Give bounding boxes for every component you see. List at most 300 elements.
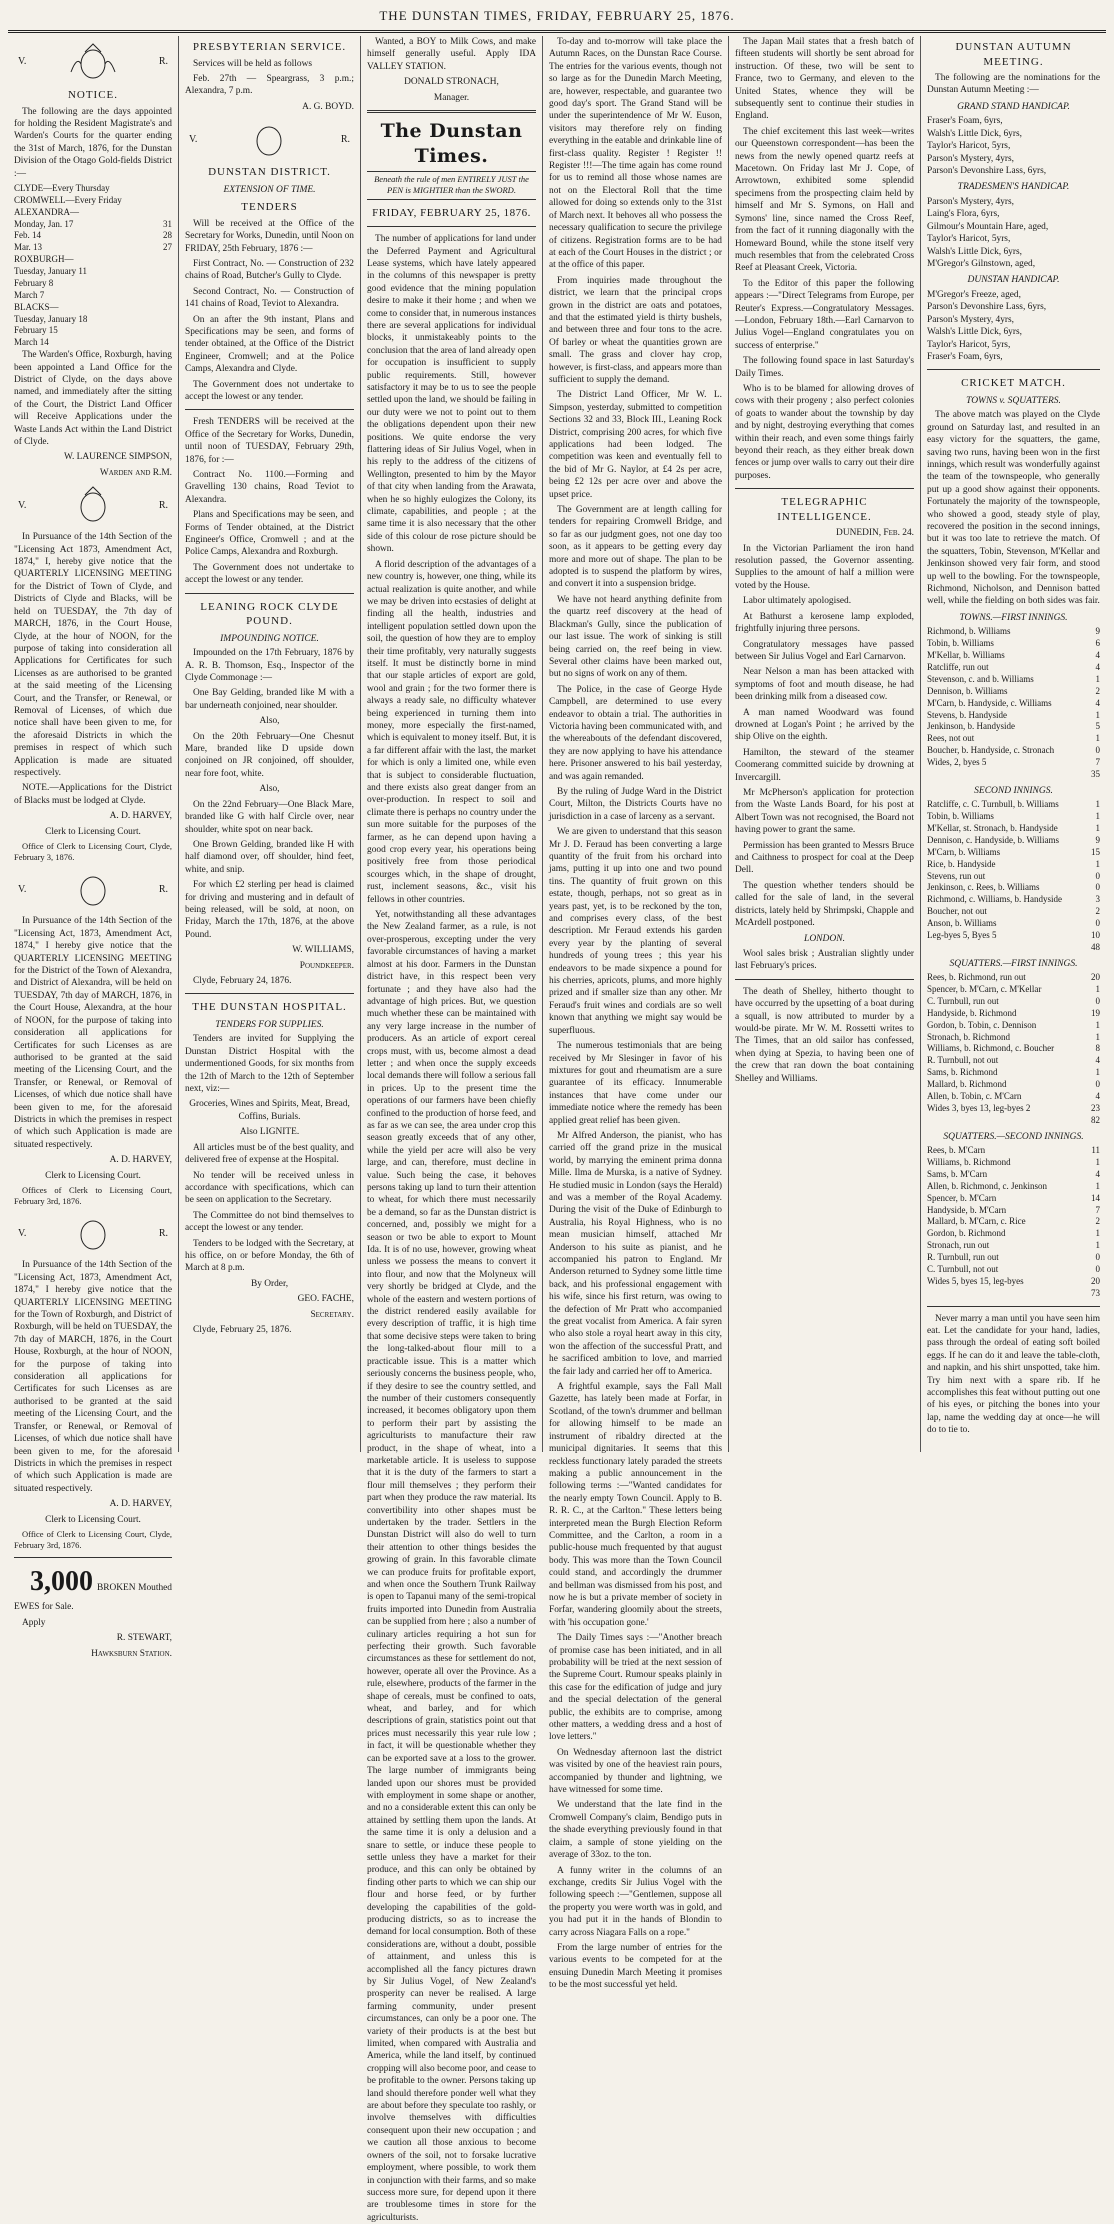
editorial-paragraph: A florid description of the advantages of a new country is, however, one thing, while its actual realization is quite another, and while we may be driven into ecstasies of delight at finding all the health, industries and intelligent population settled down upon the soil, the question of how they are to employ their time profitably, very naturally suggests itself. It must be distinctly borne in mind that our staple articles of export are gold, wool and grain ; for the two former there is always a ready sale, no difficulty whatever being experienced in turning them into money, more especially the first-named, which is equivalent to money itself. But, it is a far different affair with the last, the market for which is only a limited one, while even that is subject to considerable fluctuation, and there exists also great danger from an over-production. In respect to soil and climate there is perhaps no country under the sun more suitable for the purposes of the farmer, as he can depend upon having a good crop every year, his operations being positively free from those periodical scourges which, in the shape of drought, rust, inclement seasons, &c., visit his fellows in other countries. <box>367 559 536 905</box>
poundkeeper-signature: W. WILLIAMS, <box>292 945 354 956</box>
score-row <box>927 1032 1100 1044</box>
poundkeeper-title: Poundkeeper. <box>299 960 354 971</box>
london-text: Wool sales brisk ; Australian slightly under last February's prices. <box>735 948 914 972</box>
ewes-apply: Apply <box>22 1617 46 1628</box>
runs: 20 <box>1091 1275 1100 1286</box>
batsman: Rees, not out <box>927 733 975 744</box>
total-label <box>927 942 1089 954</box>
hospital-samples: All articles must be of the best quality, and delivered free of expense at the Hospital. <box>185 1142 354 1166</box>
score-total: 82 <box>1091 1114 1100 1125</box>
news-paragraph: From inquiries made throughout the district, we learn that the principal crops grown in the district are oats and potatoes, and that the estimated yield is thirty bushels, and between three and four tons to the acre. Of barley or wheat the quantities grown are small. The grass and clover hay crop, however, is first-class, and appears more than sufficient to supply the demand. <box>549 275 722 385</box>
batsman: Spencer, b. M'Carn <box>927 1192 997 1203</box>
race-entry: Parson's Devonshire Lass, 6yrs, <box>927 302 1047 313</box>
runs: 2 <box>1095 906 1100 917</box>
score-row <box>927 1276 1100 1288</box>
london-heading: LONDON. <box>804 934 845 945</box>
race-title: DUNSTAN AUTUMN MEETING. <box>955 41 1072 68</box>
score-row <box>927 1079 1100 1091</box>
race-entry: Fraser's Foam, 6yrs, <box>927 116 1003 127</box>
notice-body: The following are the days appointed for holding the Resident Magistrate's and Warden's Courts for the quarter ending the 31st of March, 1876, for the Dunstan Division of the Otago Gold-fields District :— <box>14 106 172 179</box>
court-place: March 7 <box>14 289 45 300</box>
masthead: THE DUNSTAN TIMES, FRIDAY, FEBRUARY 25, 1876. <box>8 4 1106 33</box>
clerk-office: Office of Clerk to Licensing Court, Clyde, February 3, 1876. <box>14 841 172 863</box>
batsman: Stronach, b. Richmond <box>927 1031 1010 1042</box>
runs: 9 <box>1095 626 1100 637</box>
court-place: February 15 <box>14 325 58 336</box>
batsman: Stevens, b. Handyside <box>927 709 1007 720</box>
editorial-paragraph: The number of applications for land under the Deferred Payment and Agricultural Lease systems, which have lately appeared in the columns of this newspaper is pretty good evidence that the mining population desire to make it their home ; and when we come to consider that, in numerous instances there are several applications for individual blocks, it unmistakeably points to the conclusion that the area of land already open for occupation is insufficient to supply public requirements. Still, however satisfactory it may be to us to see the people settled upon the land, we should be failing in our duty were we not to point out to them the obligations dependent upon their new positions. We quite endorse the very flattering ideas of Sir Julius Vogel, when in his reply to the address of the citizens of Wellington, presented to him by the Mayor of that city when landing from the Arawata, when he so highly eulogizes the Colony, its climate, capabilities, and people ; at the same time it is also necessary that the other side of this colour de rose picture should be shown. <box>367 234 536 555</box>
newspaper-title: The Dunstan Times. <box>380 120 523 168</box>
runs: 1 <box>1095 1031 1100 1042</box>
court-row <box>14 325 172 337</box>
news-paragraph: To-day and to-morrow will take place the Autumn Races, on the Dunstan Race Course. The entries for the various events, though not so large as for the Dunedin March Meeting, are, however, respectable, and guarantee two good day's sport. The Grand Stand will be under the superintendence of Mr W. Euson, visitors may therefore rely on finding everything in the eatable and drinkable line of first-class quality. Register ! Register !! Register !!!—The time again has come round for us to remind all those whose names are not on the Electoral Roll that the time allowed for doing so extends only to the 31st of March next. It behoves all who possess the necessary qualification to secure the privilege of citizens. Registration forms are to be had at each of the Court Houses in the district ; or at the office of this paper. <box>549 37 722 271</box>
hospital-secretary: Secretary. <box>310 1309 354 1320</box>
presbyterian-body: Services will be held as follows <box>193 58 312 69</box>
batsman: Anson, b. Williams <box>927 918 997 929</box>
court-dates <box>160 314 172 326</box>
crest-right-letter: R. <box>340 133 350 145</box>
royal-crest <box>18 42 168 82</box>
warden-signature: W. LAURENCE SIMPSON, <box>64 452 172 463</box>
runs: 4 <box>1095 1055 1100 1066</box>
ewes-signature: R. STEWART, <box>116 1633 172 1644</box>
batsman: M'Carn, b. Williams <box>927 846 1001 857</box>
race-entry: Walsh's Little Dick, 6yrs, <box>927 246 1022 257</box>
newspaper-motto: Beneath the rule of men ENTIRELY JUST the PEN is MIGHTIER than the SWORD. <box>367 171 536 199</box>
crest-right-letter: R. <box>158 56 168 68</box>
court-dates <box>160 207 172 219</box>
score-row <box>927 1103 1100 1115</box>
score-row <box>927 674 1100 686</box>
score-row <box>927 638 1100 650</box>
runs: 19 <box>1091 1007 1100 1018</box>
court-row <box>14 337 172 349</box>
batsman: Gordon, b. Tobin, c. Dennison <box>927 1019 1037 1030</box>
score-row <box>927 882 1100 894</box>
score-row <box>927 847 1100 859</box>
race-entry: Walsh's Little Dick, 6yrs, <box>927 128 1022 139</box>
total-label <box>927 1115 1089 1127</box>
court-row <box>14 302 172 314</box>
telegram-item: Hamilton, the steward of the steamer Coomerang committed suicide by drowning at Invercargill. <box>735 747 914 783</box>
news-paragraph: The Daily Times says :—"Another breach of promise case has been initiated, and in all probability will be tried at the next session of the Supreme Court. Rumour speaks plainly in this case for the edification of judge and jury and the special delectation of the general public, the exhibits are to comprise, among other matters, a wedding dress and a host of love letters." <box>549 1633 722 1743</box>
impound-item-4: One Brown Gelding, branded like H with half diamond over, off shoulder, hind feet, white, and snip. <box>185 839 354 875</box>
batsman: M'Carn, b. Handyside, c. Williams <box>927 697 1052 708</box>
closing-paragraph: Never marry a man until you have seen him eat. Let the candidate for your hand, ladies, pass through the ordeal of eating soft boiled eggs. If he can do it and leave the table-cloth, and napkin, and his shirt unspotted, take him. Try him next with a spare rib. If he accomplishes this feat without putting out one of his eyes, or pitching the bones into your lap, name the wedding day at once—he will do to tie to. <box>927 1313 1100 1436</box>
impound-date: Clyde, February 24, 1876. <box>193 975 292 986</box>
squatters-second-title: SQUATTERS.—SECOND INNINGS. <box>943 1131 1084 1142</box>
impound-item-5: For which £2 sterling per head is claimed for driving and mustering and in default of being released, will be sold, at noon, on Friday, March the 17th, 1876, at the above Pound. <box>185 880 354 940</box>
cricket-body: The above match was played on the Clyde ground on Saturday last, and resulted in an easy victory for the squatters, the game, saving two runs, having been won in the first innings, which result was wonderfully against the team of the townspeople, who generally put up a good show against their opponents. Fortunately the majority of the townspeople, who showed a good, steady style of play, recovered the position in the second innings, but it was too late to retrieve the match. Of the squatters, Tobin, Stevenson, M'Kellar and Jenkinson showed very fair form, and stood up well to the bowling. For the townspeople, Richmond, Nicholson, and Dennison batted well, while the fielding on both sides was fair. <box>927 410 1100 607</box>
warden-note: The Warden's Office, Roxburgh, having been appointed a Land Office for the District of Clyde, on the days above named, and immediately after the sitting of the Court, the District Land Officer will Receive Applications under the Waste Lands Act within the Land District of Clyde. <box>14 350 172 448</box>
column-4 <box>542 36 728 1991</box>
batsman: Stevens, run out <box>927 870 986 881</box>
score-total: 73 <box>1091 1287 1100 1298</box>
score-row <box>927 823 1100 835</box>
score-row <box>927 698 1100 710</box>
court-schedule <box>14 183 172 349</box>
score-row <box>927 1008 1100 1020</box>
hospital-goods: Groceries, Wines and Spirits, Meat, Bread, Coffins, Burials. <box>189 1099 350 1122</box>
race-entry: Fraser's Foam, 6yrs, <box>927 351 1003 362</box>
score-total-row <box>927 1115 1100 1127</box>
contract-3: Contract No. 1100.—Forming and Gravelling 130 chains, Road Teviot to Alexandra. <box>185 470 354 505</box>
runs: 0 <box>1095 918 1100 929</box>
telegraphic-items <box>735 543 914 930</box>
runs: 10 <box>1091 929 1100 940</box>
court-row <box>14 278 172 290</box>
court-place: ROXBURGH— <box>14 254 74 265</box>
crest-left-letter: V. <box>18 883 27 895</box>
score-row <box>927 894 1100 906</box>
news-paragraph: By the ruling of Judge Ward in the District Court, Milton, the Districts Courts have no jurisdiction in a case of larceny as a servant. <box>549 786 722 822</box>
contract-1: First Contract, No. — Construction of 232 chains of Road, Butcher's Gully to Clyde. <box>185 258 354 282</box>
batsman: Dennison, b. Williams <box>927 685 1008 696</box>
score-row <box>927 1216 1100 1228</box>
race-group-title: GRAND STAND HANDICAP. <box>957 101 1070 112</box>
court-row <box>14 314 172 326</box>
impound-item-2: On the 20th February—One Chesnut Mare, branded like D upside down conjoined on JR conjoined, off shoulder, near fore foot, white. <box>185 731 354 779</box>
runs: 4 <box>1095 1168 1100 1179</box>
court-place: ALEXANDRA— <box>14 206 79 217</box>
batsman: Jenkinson, c. Rees, b. Williams <box>927 882 1040 893</box>
clerk-title: Clerk to Licensing Court. <box>45 1170 141 1181</box>
court-dates <box>160 278 172 290</box>
score-row <box>927 650 1100 662</box>
squatters-first-title: SQUATTERS.—FIRST INNINGS. <box>949 958 1078 969</box>
runs: 1 <box>1095 811 1100 822</box>
squatters-second-innings <box>927 1145 1100 1299</box>
score-total-row <box>927 942 1100 954</box>
court-dates <box>160 337 172 349</box>
news-paragraph: A frightful example, says the Fall Mall Gazette, has lately been made at Forfar, in Scotland, of the town's drummer and bellman for allowing himself to be made an instrument of ribaldry directed at the municipal dignitaries. It seems that this reckless functionary lately paraded the streets making a public announcement in the following terms :—"Wanted candidates for the nearly empty Town Council. Apply to B. R. R. C., at the Carlton." These letters being interpreted mean the Burgh Election Reform Committee, and the Carlton, a room in a public-house much frequented by that august body. This was more than the Town Council could stand, and accordingly the drummer and bellman was dismissed from his post, and now he is but a private member of society in Forfar, wandering gloomily about the streets, with 'his occupation gone.' <box>549 1382 722 1628</box>
race-entry: Parson's Mystery, 4yrs, <box>927 196 1015 207</box>
batsman: Ratcliffe, c. C. Turnbull, b. Williams <box>927 799 1059 810</box>
royal-arms-icon <box>63 1213 123 1253</box>
runs: 11 <box>1091 1145 1100 1156</box>
news-items <box>735 36 914 482</box>
court-dates: 28 <box>163 230 172 241</box>
court-dates <box>160 302 172 314</box>
score-total: 35 <box>1091 768 1100 779</box>
batsman: R. Turnbull, run out <box>927 1252 999 1263</box>
runs: 5 <box>1095 721 1100 732</box>
runs: 1 <box>1095 823 1100 834</box>
score-row <box>927 721 1100 733</box>
runs: 15 <box>1091 846 1100 857</box>
batsman: Wides 5, byes 15, leg-byes <box>927 1275 1024 1286</box>
runs: 0 <box>1095 745 1100 756</box>
licensing-note: NOTE.—Applications for the District of Blacks must be lodged at Clyde. <box>14 783 172 806</box>
crest-left-letter: V. <box>189 133 198 145</box>
score-row <box>927 918 1100 930</box>
presbyterian-signature: A. G. BOYD. <box>302 101 354 112</box>
batsman: Rees, b. Richmond, run out <box>927 972 1026 983</box>
score-row <box>927 984 1100 996</box>
royal-crest-5 <box>189 119 350 159</box>
runs: 7 <box>1095 757 1100 768</box>
news-paragraph: The chief excitement this last week—writes our Queenstown correspondent—has been the news from the newly opened quartz reefs at Macetown. On Friday last Mr J. Cope, of Arrowtown, exhibited some splendid specimens from the prospecting claim held by himself and Mr S. Symons, on Hall and Symons' line, since named the Cross Reef, from the fact of it running diagonally with the Homeward Bound, while the stone itself very much resembles that from the celebrated Cross Reef at Pleasant Creek, Victoria. <box>735 126 914 274</box>
runs: 1 <box>1095 1157 1100 1168</box>
hospital-no: No tender will be received unless in accordance with specifications, which can be seen on application to the Secretary. <box>185 1170 354 1206</box>
batsman: C. Turnbull, run out <box>927 995 999 1006</box>
impound-body: Impounded on the 17th February, 1876 by A. R. B. Thomson, Esq., Inspector of the Clyde Commonage :— <box>185 648 354 684</box>
batsman: M'Kellar, b. Williams <box>927 650 1005 661</box>
ewes-text: BROKEN Mouthed EWES for Sale. <box>14 1583 172 1613</box>
also-2: Also, <box>259 784 280 795</box>
runs: 4 <box>1095 697 1100 708</box>
court-row <box>14 207 172 219</box>
govt-note-2: The Government does not undertake to accept the lowest or any tender. <box>185 562 354 586</box>
race-group-title: DUNSTAN HANDICAP. <box>967 275 1060 286</box>
news-paragraph: Mr Alfred Anderson, the pianist, who has carried off the grand prize in the musical world, by marrying the eminent prima donna Mille. Ilma de Murska, is a native of Sydney. He studied music in London (says the Herald) and was a member of the Royal Academy. During the visit of the Duke of Edinburgh to Australia, his Royal Highness, who is no mean musician himself, attached Mr Anderson to his suite as pianist, and he accompanied his patron to England. Mr Anderson returned to Sydney some little time back, and his professional engagement with his wife, since his first return, was owing to the defection of Mr Pratt who accompanied the great vocalist from America. A fair syren who also stole a royal heart away in this city, won the affection of the successful Pratt, and he sacrificed ambition to love, and married the fair lady and carried her off to America. <box>549 1130 722 1377</box>
court-place: CROMWELL—Every Friday <box>14 194 122 205</box>
fresh-tenders: Fresh TENDERS will be received at the Office of the Secretary for Works, Dunedin, until noon of TUESDAY, February 29th, 1876, for :— <box>185 417 354 465</box>
hospital-order: By Order, <box>250 1278 289 1289</box>
race-entry: M'Gregor's Freeze, aged, <box>927 289 1021 300</box>
ewes-place: Hawksburn Station. <box>91 1648 172 1659</box>
hospital-title: THE DUNSTAN HOSPITAL. <box>192 1001 347 1014</box>
runs: 1 <box>1095 733 1100 744</box>
telegram-item: At Bathurst a kerosene lamp exploded, frightfully injuring three persons. <box>735 611 914 635</box>
court-dates <box>160 266 172 278</box>
news-paragraph: The Japan Mail states that a fresh batch of fifteen students will shortly be sent abroad for instruction. Of these, two will be sent to France, two to Germany, and eleven to the United States, whence they will be subsequently sent to continue their studies in England. <box>735 37 914 122</box>
towns-first-innings <box>927 626 1100 780</box>
runs: 4 <box>1095 662 1100 673</box>
wanted-signature: DONALD STRONACH, <box>404 77 499 88</box>
batsman: Leg-byes 5, Byes 5 <box>927 929 997 940</box>
harvey-signature: A. D. HARVEY, <box>109 811 172 822</box>
runs: 3 <box>1095 894 1100 905</box>
batsman: Jenkinson, b. Handyside <box>927 721 1015 732</box>
score-total: 48 <box>1091 941 1100 952</box>
clerk-office: Offices of Clerk to Licensing Court, February 3rd, 1876. <box>14 1184 172 1207</box>
runs: 20 <box>1091 972 1100 983</box>
score-row <box>927 1193 1100 1205</box>
score-row <box>927 906 1100 918</box>
towns-first-title: TOWNS.—FIRST INNINGS. <box>959 612 1068 623</box>
total-label <box>927 1288 1088 1300</box>
race-nominations <box>927 101 1100 364</box>
batsman: Wides, 2, byes 5 <box>927 757 987 768</box>
towns-second-title: SECOND INNINGS. <box>974 785 1053 796</box>
batsman: Williams, b. Richmond <box>927 1157 1011 1168</box>
batsman: Stevenson, c. and b. Williams <box>927 673 1034 684</box>
hospital-also: Also LIGNITE. <box>239 1127 300 1138</box>
court-dates <box>160 254 172 266</box>
crest-left-letter: V. <box>18 56 27 68</box>
batsman: Mallard, b. Richmond <box>927 1079 1007 1090</box>
wanted-title: Manager. <box>433 92 470 103</box>
runs: 8 <box>1095 1043 1100 1054</box>
editorial-paragraph: Yet, notwithstanding all these advantages the New Zealand farmer, as a rule, is not over-prosperous, excepting under the very favorable circumstances of having a market almost at his door. Farmers in the Dunstan district have, in this respect been very fortunate ; and they have also had the advantage of high prices. But, we question much whether these can be maintained with any very large increase in the number of producers. As an article of export cereal crops must, with us, become almost a dead letter ; and when once the supply exceeds local demands there will follow a serious fall in prices. Up to the present time the operations of our farmers have been chiefly confined to the production of horse feed, and as far as we can see, the area under crop this season greatly exceeds that of any other, while the yield per acre will also be very large, and can, therefore, must decline in value. Such being the case, it behoves persons taking up land to turn their attention to wheat, for which there must necessarily be a demand, so far as the Dunstan district is concerned, and, possibly we might for a season or two be able to export to Mount Ida. It is of no use, however, growing wheat unless we possess the means to convert it into flour, and now that the Molyneux will very shortly be bridged at Clyde, and the whole of the eastern and western portions of the district rendered easily available for every description of traffic, it is high time that some decisive steps were taken to bring the long-talked-about flour mill to a practicable issue. This is a matter which seriously concerns the business people, who, if they desire to see the country settled, and the number of their customers consequently increased, it becomes obligatory upon them to perform their part by assisting the agriculturists to manufacture their raw product, in the shape of wheat, into a marketable article. It is useless to suppose that it is the duty of the farmers to start a flour mill themselves ; they perform their part when they produce the raw material. Its convertibility into other shapes must be undertaken by the trader. Settlers in the Dunstan District will also do well to turn their attention to other things besides the growing of grain. In this favorable climate we can produce fruits for profitable export, and when once the Southern Trunk Railway is open to Tapanui many of the semi-tropical fruits imported into Dunedin from Australia can be supplied from here ; also a number of culinary articles requiring a hot sun for perfecting their growth. Such favorable circumstances as these for settlement do not, however, operate all over the Province. As a rule, elsewhere, products of the farmer in the shape of cereals, must be confined to oats, wheat, and barley, and for which descriptions of grain, statistics point out that prices must necessarily this year rule low ; in fact, it will be questionable whether they can be exported save at a loss to the grower. The large number of immigrants being landed upon our shores must be provided with employment in some shape or another, and no a considerable extent this can only be attained by settling them upon the lands. At the same time it is only a delusion and a snare to settle, or induce these people to settle unless they have a market for their produce, and this can only be obtained by finding other parts to which we can ship our flour and horse feed, or by further developing the capabilities of the gold-producing districts, so as to increase the demand for local consumption. Both of these considerations are, without a doubt, possible of attainment, and unless this is accomplished all the fancy pictures drawn by Sir Julius Vogel, of New Zealand's prosperity can never be realised. A large farming community, under present circumstances, can only be a poor one. The variety of their products is at the best but limited, when compared with Australia and America, while the land itself, by continued cropping will also become poor, and cease to be profitable to the owner. Persons taking up land should therefore ponder well what they are about before they speculate too rashly, or involve themselves with difficulties consequent upon their new occupation ; and we caution all those anxious to become owners of the soil, not to forsake lucrative employment, where possible, to work them in conjunction with their farms, and so make success more sure, for depend upon it there are troublesome times in store for the agriculturists. <box>367 910 536 2223</box>
batsman: Williams, b. Richmond, c. Boucher <box>927 1043 1055 1054</box>
batsman: Boucher, not out <box>927 906 987 917</box>
batsman: R. Turnbull, not out <box>927 1055 999 1066</box>
runs: 1 <box>1095 1067 1100 1078</box>
hospital-committee: The Committee do not bind themselves to accept the lowest or any tender. <box>185 1210 354 1234</box>
batsman: Handyside, b. Richmond <box>927 1007 1017 1018</box>
royal-crest-2 <box>18 485 168 525</box>
crest-right-letter: R. <box>158 883 168 895</box>
column-2 <box>178 36 360 1452</box>
telegraphic-title: TELEGRAPHIC INTELLIGENCE. <box>777 496 872 523</box>
runs: 1 <box>1095 799 1100 810</box>
batsman: Tobin, b. Williams <box>927 638 994 649</box>
tenders-heading: TENDERS <box>241 201 298 214</box>
news-paragraph: The Government are at length calling for tenders for repairing Cromwell Bridge, and so far as our judgment goes, not one day too soon, as it appears to be getting every day more and more out of shape. The plan to be adopted is to suspend the platform by wires, and convert it into a suspension bridge. <box>549 505 722 590</box>
court-place: Mar. 13 <box>14 242 42 253</box>
presbyterian-title: PRESBYTERIAN SERVICE. <box>192 41 347 53</box>
score-row <box>927 1020 1100 1032</box>
batsman: Allen, b. Richmond, c. Jenkinson <box>927 1180 1047 1191</box>
news-paragraph: The Police, in the case of George Hyde Campbell, are determined to use every endeavor to obtain a trial. The authorities in Victoria having been communicated with, and the whereabouts of the defendant discovered, they are now applying to have his attendance here. Prisoner answered to his bail yesterday, and was again remanded. <box>549 684 722 782</box>
runs: 1 <box>1095 984 1100 995</box>
score-row <box>927 1205 1100 1217</box>
court-place: Monday, Jan. 17 <box>14 218 74 229</box>
score-row <box>927 930 1100 942</box>
score-row <box>927 799 1100 811</box>
runs: 0 <box>1095 870 1100 881</box>
batsman: Tobin, b. Williams <box>927 811 994 822</box>
score-row <box>927 1157 1100 1169</box>
court-dates <box>160 183 172 195</box>
runs: 1 <box>1095 1228 1100 1239</box>
impound-item-1: One Bay Gelding, branded like M with a bar underneath conjoined, near shoulder. <box>185 688 354 711</box>
contract-2: Second Contract, No. — Construction of 141 chains of Road, Teviot to Alexandra. <box>185 286 354 310</box>
score-total-row <box>927 769 1100 781</box>
race-entry: M'Gregor's Gilnstown, aged, <box>927 258 1036 269</box>
royal-arms-icon <box>63 485 123 525</box>
race-entry: Taylor's Haricot, 5yrs, <box>927 339 1011 350</box>
score-row <box>927 1043 1100 1055</box>
telegram-item: The question whether tenders should be called for the sale of land, in the several districts, lately held by Shrimpski, Chapple and McArdell postponed. <box>735 880 914 929</box>
editorial <box>367 233 536 2224</box>
pound-title: LEANING ROCK CLYDE POUND. <box>200 600 339 628</box>
royal-arms-icon <box>239 119 299 159</box>
score-row <box>927 871 1100 883</box>
runs: 23 <box>1091 1102 1100 1113</box>
royal-crest-3 <box>18 869 168 909</box>
licensing-notice-alexandra: In Pursuance of the 14th Section of the "Licensing Act, 1873, Amendment Act, 1874," I hereby give notice that the QUARTERLY LICENSING MEETING for the District of the Town of Alexandra, and District of Alexandra, will be held on TUESDAY, 7th day of MARCH, 1876, in the Court House, Alexandra, at the hour of NOON, for the purpose of taking into consideration all applications for Certificates for such Licenses as are authorised to be granted at the said meeting of the Licensing Court, and the Transfer, or Renewal, or Removal of Licenses, of which due notice shall have been given to me, for the aforesaid Districts in which the premises in respect of which such Application is made are situated respectively. <box>14 916 172 1150</box>
batsman: Allen, b. Tobin, c. M'Carn <box>927 1090 1022 1101</box>
court-dates <box>160 325 172 337</box>
court-place: Tuesday, January 18 <box>14 313 88 324</box>
score-row <box>927 1145 1100 1157</box>
harvey-signature: A. D. HARVEY, <box>109 1155 172 1166</box>
court-row <box>14 254 172 266</box>
telegram-item: Near Nelson a man has been attacked with symptoms of foot and mouth disease, he had been drinking milk from a diseased cow. <box>735 667 914 703</box>
court-place: Tuesday, January 11 <box>14 266 87 277</box>
crest-right-letter: R. <box>158 499 168 511</box>
presbyterian-dates: Feb. 27th — Speargrass, 3 p.m.; Alexandra, 7 p.m. <box>185 73 354 97</box>
clerk-title: Clerk to Licensing Court. <box>45 826 141 837</box>
race-entry: Parson's Mystery, 4yrs, <box>927 153 1015 164</box>
score-row <box>927 859 1100 871</box>
score-row <box>927 757 1100 769</box>
impound-title: IMPOUNDING NOTICE. <box>220 633 319 644</box>
score-total-row <box>927 1288 1100 1300</box>
score-row <box>927 662 1100 674</box>
score-row <box>927 1169 1100 1181</box>
batsman: Mallard, b. M'Carn, c. Rice <box>927 1216 1026 1227</box>
race-entry: Gilmour's Mountain Hare, aged, <box>927 221 1049 232</box>
licensing-notice-clyde: In Pursuance of the 14th Section of the "Licensing Act 1873, Amendment Act, 1874," I, hereby give notice that the QUARTERLY LICENSING MEETING for the District of Town of Clyde, and Districts of Clyde and Blacks, will be held on TUESDAY, the 7th day of MARCH, 1876, in the Court House, Clyde, at the hour of NOON, for the purpose of taking into consideration all Applications for Certificates for such Licenses as are authorised to be granted at the said meeting of the Licensing Court, and the Transfer, or Renewal, or Removal of Licenses, of which due notice shall have been given to me, for the aforesaid Districts in which the premises in respect of which such Application is made are situated respectively. <box>14 532 172 778</box>
runs: 4 <box>1095 650 1100 661</box>
crest-left-letter: V. <box>18 1227 27 1239</box>
score-row <box>927 1067 1100 1079</box>
cricket-title: CRICKET MATCH. <box>961 377 1066 390</box>
score-row <box>927 686 1100 698</box>
shelley-paragraph: The death of Shelley, hitherto thought to have occurred by the upsetting of a boat during a squall, is now attributed to murder by a would-be pirate. Mr W. M. Rossetti writes to The Times, that an old sailor has confessed, when dying at Spezia, to having been one of the crew that ran down the boat containing Shelley and Williams. <box>735 986 914 1084</box>
batsman: Boucher, b. Handyside, c. Stronach <box>927 745 1055 756</box>
hospital-signature: GEO. FACHE, <box>297 1294 354 1305</box>
runs: 0 <box>1095 1252 1100 1263</box>
news-paragraph: To the Editor of this paper the following appears :—"Direct Telegrams from Europe, per Reuter's Express.—Congratulatory Messages.—London, February 18th.—Earl Carnarvon to Julius Vogel—England congratulates you on success of enterprise." <box>735 278 914 351</box>
squatters-first-innings <box>927 972 1100 1126</box>
news-paragraph: We are given to understand that this season Mr J. D. Feraud has been converting a large quantity of the fruit from his orchard into jams, putting it up into one and two pound tins. The quantity of fruit grown on this estate, though, perhaps, not so great as in years past, yet, is to be reckoned by the ton, and comprises every class, of the best description. Mr Feraud extends his garden every year by the planting of several hundreds of young trees ; this year his endeavors to be made sixpence a pound for his cherries, apricots, plums, and more highly prized and if smaller size than any other. Mr Feraud's fruit wines and cordials are so well known that anything we might say would be superfluous. <box>549 827 722 1036</box>
runs: 1 <box>1095 1180 1100 1191</box>
runs: 0 <box>1095 995 1100 1006</box>
cricket-subtitle: TOWNS v. SQUATTERS. <box>966 395 1061 406</box>
score-row <box>927 1240 1100 1252</box>
runs: 1 <box>1095 1019 1100 1030</box>
news-paragraph: Who is to be blamed for allowing droves of cows with their progeny ; also perfect colonies of goats to wander about the township by day and by night, destroying everything that comes within their reach, and even some things fairly beyond their reach, as they either break down fences or jump over walls to carry out their dire purposes. <box>735 383 914 481</box>
notice-title: NOTICE. <box>67 89 119 101</box>
race-entry: Taylor's Haricot, 5yrs, <box>927 141 1011 152</box>
ewes-ad <box>14 1564 172 1613</box>
race-group-title: TRADESMEN'S HANDICAP. <box>957 182 1070 193</box>
runs: 1 <box>1095 709 1100 720</box>
score-row <box>927 710 1100 722</box>
batsman: Gordon, b. Richmond <box>927 1228 1006 1239</box>
telegraphic-dateline: DUNEDIN, Feb. 24. <box>836 528 914 539</box>
score-row <box>927 972 1100 984</box>
royal-arms-icon <box>63 42 123 82</box>
runs: 14 <box>1091 1192 1100 1203</box>
govt-note: The Government does not undertake to accept the lowest or any tender. <box>185 379 354 402</box>
score-row <box>927 733 1100 745</box>
news-paragraph: We have not heard anything definite from the quartz reef discovery at the head of Blackman's Gully, since the publication of our last issue. The work of sinking is still being carried on, the reef being in view. Several other claims have been marked out, but no signs of work on any of them. <box>549 594 722 680</box>
ewes-number: 3,000 <box>30 1566 93 1598</box>
column-1 <box>8 36 178 1659</box>
hospital-lodge: Tenders to be lodged with the Secretary, at his office, on or before Monday, the 6th of March at 8 p.m. <box>185 1238 354 1274</box>
runs: 2 <box>1095 685 1100 696</box>
batsman: Richmond, b. Williams <box>927 626 1011 637</box>
court-place: February 8 <box>14 277 54 288</box>
court-dates: 31 <box>163 218 172 229</box>
batsman: Spencer, b. M'Carn, c. M'Kellar <box>927 984 1042 995</box>
plans-note: On an after the 9th instant, Plans and Specifications may be seen, and forms of tender obtained, at the Office of the District Engineer, Cromwell; and at the Police Camps, Alexandra and Clyde. <box>185 314 354 375</box>
race-intro: The following are the nominations for the Dunstan Autumn Meeting :— <box>927 73 1100 96</box>
runs: 6 <box>1095 638 1100 649</box>
clerk-title: Clerk to Licensing Court. <box>45 1514 141 1525</box>
batsman: Ratcliffe, run out <box>927 662 989 673</box>
score-row <box>927 626 1100 638</box>
news-paragraph: A funny writer in the columns of an exchange, credits Sir Julius Vogel with the following speech :—"Gentlemen, suppose all the property you were worth was in gold, and you had put it in the hands of Blondin to carry across Niagara Falls on a rope." <box>549 1865 722 1938</box>
batsman: C. Turnbull, not out <box>927 1263 999 1274</box>
batsman: Sams, b. Richmond <box>927 1067 998 1078</box>
court-place: CLYDE—Every Thursday <box>14 182 110 193</box>
telegram-item: Congratulatory messages have passed between Sir Julius Vogel and Earl Carnarvon. <box>735 639 914 662</box>
district-title: DUNSTAN DISTRICT. <box>208 166 331 179</box>
race-entry: Parson's Devonshire Lass, 6yrs, <box>927 166 1047 176</box>
court-row <box>14 230 172 242</box>
batsman: Rees, b. M'Carn <box>927 1145 986 1156</box>
news-paragraph: From the large number of entries for the various events to be competed for at the ensuing Dunedin March Meeting it promises to be the most successful yet held. <box>549 1942 722 1991</box>
runs: 2 <box>1095 1216 1100 1227</box>
licensing-notice-roxburgh: In Pursuance of the 14th Section of the "Licensing Act, 1873, Amendment Act, 1874," I hereby give notice that the QUARTERLY LICENSING MEETING for the Town of Roxburgh, and District of Roxburgh, will be held on TUESDAY, the 7th day of MARCH, 1876, in the Court House, Roxburgh, at the hour of NOON, for the purpose of taking into consideration all applications for Certificates for such Licenses as are authorised to be granted at the said meeting of the Licensing Court, and the Transfer, or Renewal, or Removal of Licenses, of which due notice shall have been given to me, for the aforesaid Districts in which the premises in respect of which such Application is made are situated respectively. <box>14 1260 172 1494</box>
